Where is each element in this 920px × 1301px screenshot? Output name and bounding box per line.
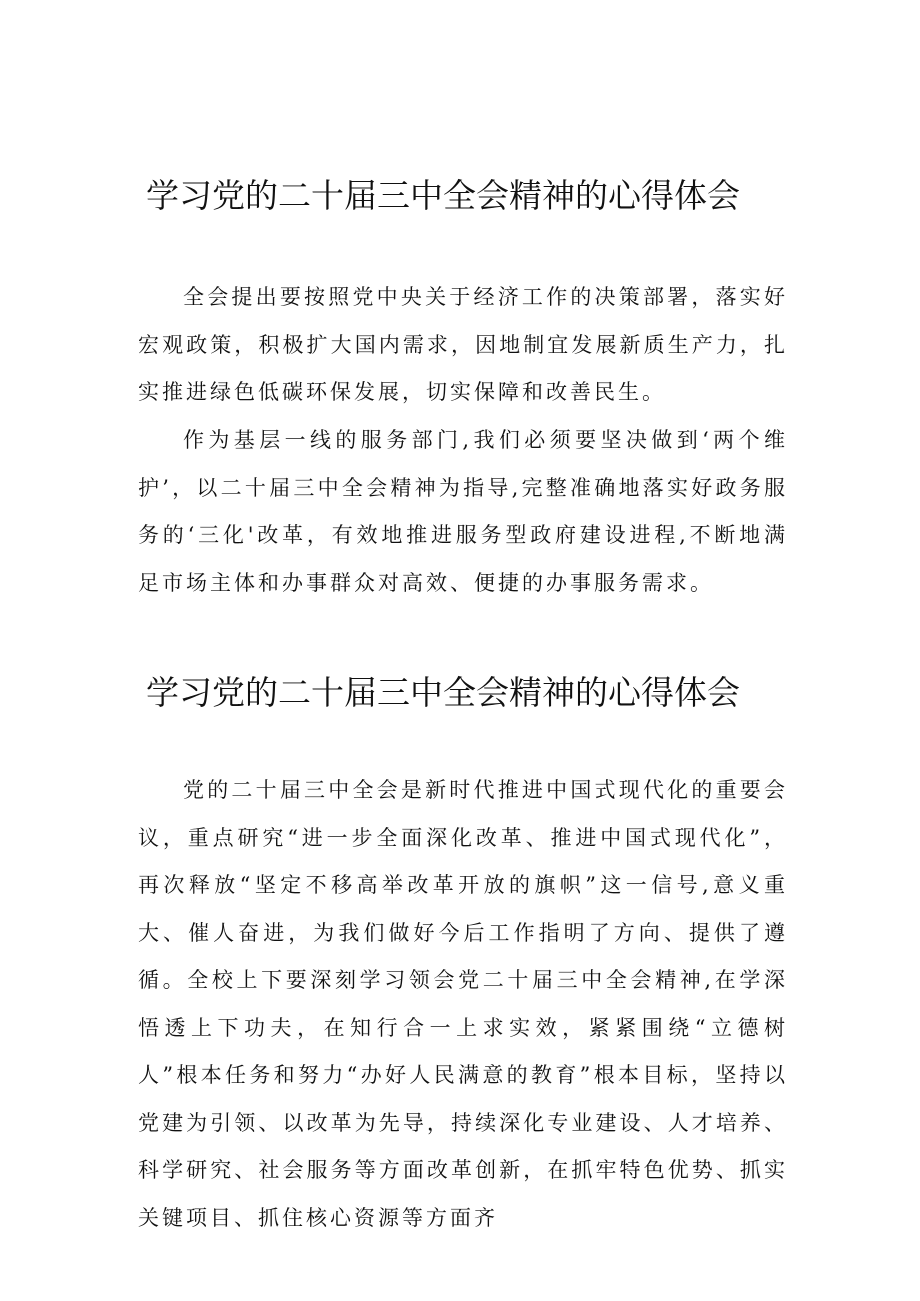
body-paragraph: 党的二十届三中全会是新时代推进中国式现代化的重要会议，重点研究“进一步全面深化改革、推进中国式现代化”，再次释放“坚定不移高举改革开放的旗帜”这一信号,意义重大、催人奋进，为我们做好今后工作指明了方向、提供了遵循。全校上下要深刻学习领会党二十届三中全会精神,在学深悟透上下功夫，在知行合一上求实效，紧紧围绕“立德树人”根本任务和努力“办好人民满意的教育”根本目标，坚持以党建为引领、以改革为先导，持续深化专业建设、人才培养、科学研究、社会服务等方面改革创新，在抓牢特色优势、抓实关键项目、抓住核心资源等方面齐 <box>138 778 788 1230</box>
section-title: 学习党的二十届三中全会精神的心得体会 <box>146 176 740 215</box>
body-paragraph: 作为基层一线的服务部门,我们必须要坚决做到‘两个维护’，以二十届三中全会精神为指导,完整准确地落实好政务服务的‘三化'改革，有效地推进服务型政府建设进程,不断地满足市场主体和办事群众对高效、便捷的办事服务需求。 <box>138 428 788 595</box>
section-title: 学习党的二十届三中全会精神的心得体会 <box>146 673 740 712</box>
body-paragraph: 全会提出要按照党中央关于经济工作的决策部署，落实好宏观政策，积极扩大国内需求，因地制宜发展新质生产力，扎实推进绿色低碳环保发展，切实保障和改善民生。 <box>138 285 788 404</box>
